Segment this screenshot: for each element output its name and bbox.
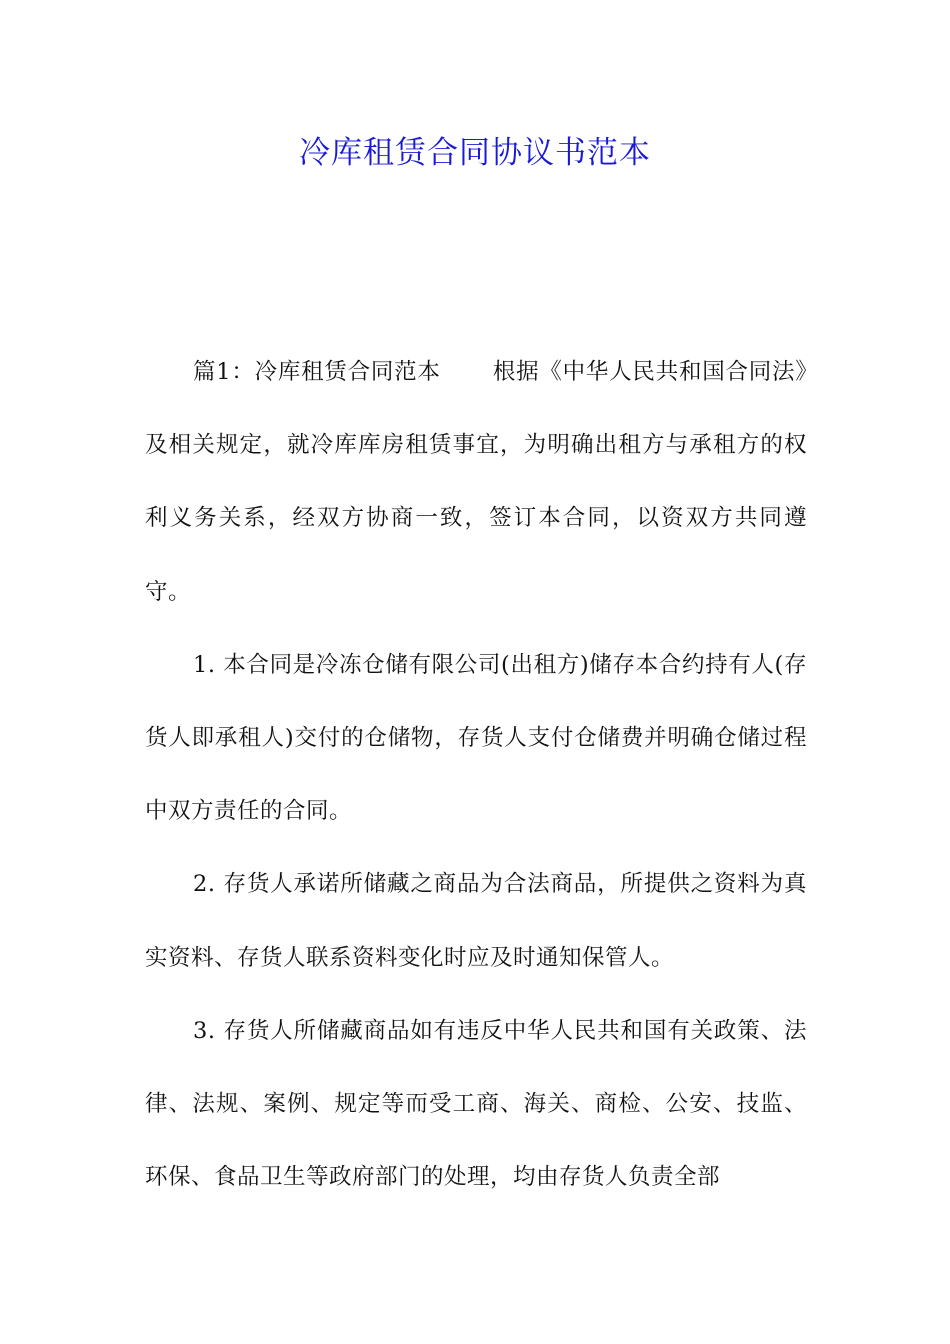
document-body — [145, 336, 807, 1214]
clause-paragraph-3: 3. 存货人所储藏商品如有违反中华人民共和国有关政策、法律、法规、案例、规定等而受工商、海关、商检、公安、技监、环保、食品卫生等政府部门的处理，均由存货人负责全部 — [145, 1017, 807, 1191]
intro-paragraph — [145, 336, 807, 629]
intro-text: 根据《中华人民共和国合同法》及相关规定，就冷库库房租赁事宜，为明确出租方与承租方的权利义务关系，经双方协商一致，签订本合同，以资双方共同遵守。 — [145, 359, 807, 605]
intro-heading: 篇1：冷库租赁合同范本 — [193, 359, 441, 385]
clause-paragraph-2: 2. 存货人承诺所储藏之商品为合法商品，所提供之资料为真实资料、存货人联系资料变化时应及时通知保管人。 — [145, 871, 807, 971]
document-title: 冷库租赁合同协议书范本 — [299, 135, 651, 171]
clause-paragraph-1: 1. 本合同是冷冻仓储有限公司(出租方)储存本合约持有人(存货人即承租人)交付的仓储物，存货人支付仓储费并明确仓储过程中双方责任的合同。 — [145, 651, 807, 825]
